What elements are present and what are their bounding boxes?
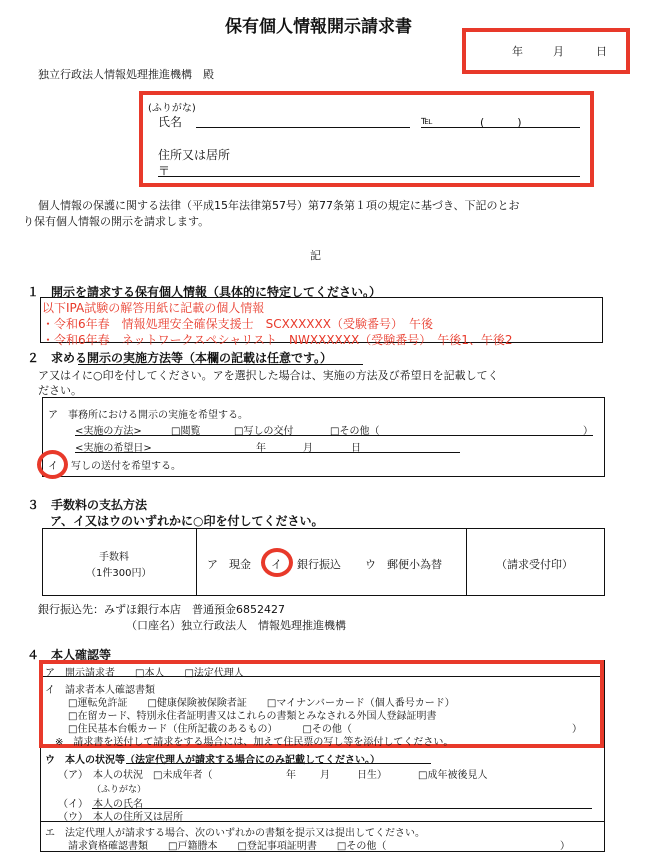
date-wish-label: <実施の希望日> — [75, 443, 152, 454]
bank-account-name: （口座名）独立行政法人 情報処理推進機構 — [126, 619, 346, 632]
option-copy: □写しの交付 — [234, 426, 294, 437]
section-4-heading: ４ 本人確認等 — [27, 648, 112, 662]
name-line — [196, 127, 410, 128]
birth-month: 月 — [320, 770, 330, 781]
method-label: <実施の方法> — [75, 426, 142, 437]
section-3-heading: ３ 手数料の支払方法 — [27, 498, 148, 512]
id-docs-note: ※ 請求書を送付して請求をする場合には、加えて住民票の写し等を添付してください。 — [55, 737, 454, 748]
date-wish-line — [75, 452, 460, 453]
id-docs-row-1: □運転免許証 □健康保険被保険者証 □マイナンバーカード（個人番号カード） — [68, 698, 455, 709]
tel-line — [421, 127, 580, 128]
principal-status-heading: ウ 本人の状況等（法定代理人が請求する場合にのみ記載してください。） — [45, 755, 380, 766]
name-label: 氏名 — [158, 115, 183, 129]
wish-year: 年 — [256, 443, 266, 454]
id-docs-label: イ 請求者本人確認書類 — [45, 685, 155, 696]
option-i-mark: イ — [48, 461, 58, 472]
address-line — [158, 176, 580, 177]
section-2-underline — [78, 364, 363, 365]
proxy-docs-line: エ 法定代理人が請求する場合、次のいずれかの書類を提示又は提出してください。 — [45, 828, 425, 839]
adult-guardianship: □成年被後見人 — [418, 770, 488, 781]
principal-furigana: （ふりがな） — [92, 785, 147, 795]
ki-mark: 記 — [310, 249, 321, 262]
section-2-heading: ２ 求める開示の実施方法等（本欄の記載は任意です。） — [27, 351, 333, 365]
id-docs-row-2: □在留カード、特別永住者証明書又はこれらの書類とみなされる外国人登録証明書 — [68, 711, 437, 722]
section-1-heading: １ 開示を請求する保有個人情報（具体的に特定してください。） — [27, 285, 382, 299]
tel-label: ℡ — [421, 114, 433, 127]
intro-line-2: り保有個人情報の開示を請求します。 — [23, 215, 210, 228]
section-2-instruction-1: ア又はイに○印を付してください。アを選択した場合は、実施の方法及び希望日を記載してく — [38, 369, 499, 382]
address-label: 住所又は居所 — [158, 148, 231, 162]
wish-month: 月 — [303, 443, 313, 454]
addressee: 独立行政法人情報処理推進機構 殿 — [38, 68, 214, 81]
section-3-sub: ア、イ又はウのいずれかに○印を付してください。 — [50, 514, 324, 528]
fee-amount: （1件300円） — [86, 568, 152, 579]
birth-day: 日生） — [357, 770, 387, 781]
id-docs-row-3-close: ） — [572, 724, 582, 735]
payment-postal: ウ 郵便小為替 — [365, 558, 442, 571]
principal-status-row: （ア） 本人の状況 □未成年者（ — [58, 770, 213, 781]
id-docs-row-3: □住民基本台帳カード（住所記載のあるもの） □その他（ — [68, 724, 352, 735]
intro-line-1: 個人情報の保護に関する法律（平成15年法律第57号）第77条第１項の規定に基づき、下記のとお — [38, 199, 520, 212]
applicant-highlight — [139, 91, 594, 187]
option-other-close: ） — [583, 426, 593, 437]
fee-divider-2 — [466, 528, 467, 596]
option-i-text: 写しの送付を希望する。 — [71, 461, 181, 472]
principal-address-label: （ウ） 本人の住所又は居所 — [58, 812, 183, 823]
bank-info: 銀行振込先：みずほ銀行本店 普通預金6852427 — [38, 603, 285, 616]
proxy-docs-options: 請求資格確認書類 □戸籍謄本 □登記事項証明書 □その他（ — [68, 841, 387, 852]
date-year: 年 — [512, 45, 523, 58]
proxy-docs-close: ） — [560, 841, 570, 852]
fee-label: 手数料 — [99, 552, 129, 563]
payment-bank: 銀行振込 — [297, 558, 341, 571]
section-1-line-2: ・令和6年春 情報処理安全確保支援士 SCXXXXXX（受験番号） 午後 — [42, 317, 433, 331]
section-1-line-1: 以下IPA試験の解答用紙に記載の個人情報 — [42, 301, 265, 315]
option-other: □その他（ — [330, 426, 380, 437]
birth-year: 年 — [286, 770, 296, 781]
payment-cash: ア 現金 — [207, 558, 251, 571]
principal-name-label: （イ） 本人の氏名 — [58, 799, 143, 810]
receipt-stamp-label: （請求受付印） — [496, 558, 573, 571]
payment-bank-mark: イ — [271, 558, 282, 571]
fee-divider-1 — [196, 528, 197, 596]
method-line — [75, 435, 593, 436]
principal-status-underline — [126, 763, 431, 764]
section-1-line-3: ・令和6年春 ネットワークスペシャリスト NWXXXXXX（受験番号） 午後1、午後2 — [42, 333, 513, 347]
date-month: 月 — [553, 45, 564, 58]
option-view: □閲覧 — [171, 426, 201, 437]
option-a-line: ア 事務所における開示の実施を希望する。 — [48, 410, 248, 421]
page-title: 保有個人情報開示請求書 — [225, 17, 412, 37]
postal-mark: 〒 — [158, 164, 171, 178]
requester-type: ア 開示請求者 □本人 □法定代理人 — [45, 668, 244, 679]
furigana-label: (ふりがな) — [148, 103, 196, 114]
date-day: 日 — [596, 45, 607, 58]
wish-day: 日 — [351, 443, 361, 454]
section-2-instruction-2: ださい。 — [38, 384, 82, 397]
tel-paren: ( ) — [480, 116, 522, 129]
